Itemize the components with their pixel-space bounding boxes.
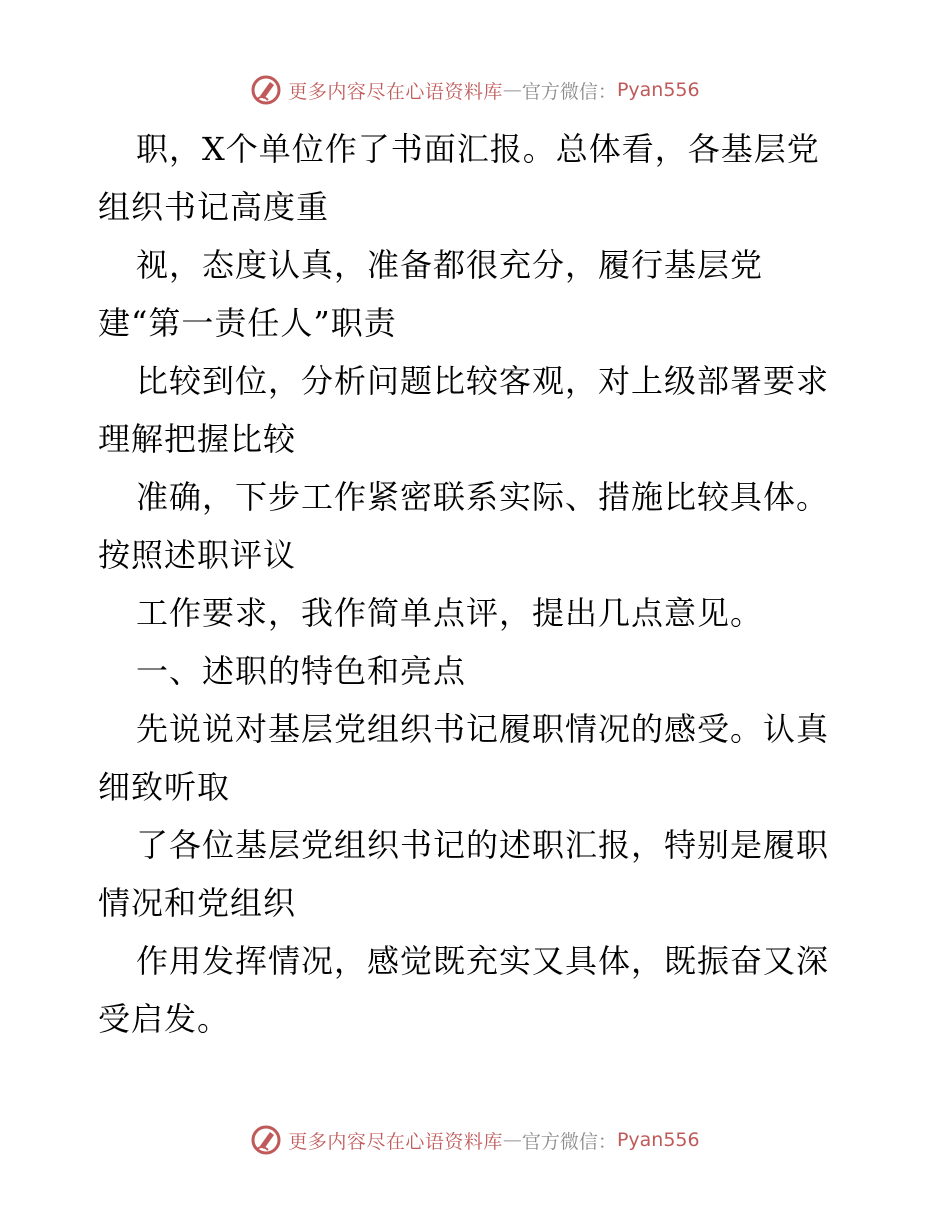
paragraph-line: 按照述职评议 [98,536,297,574]
paragraph-line: 细致听取 [98,768,231,806]
paragraph-line: 准确，下步工作紧密联系实际、措施比较具体。 [136,478,830,516]
banner-wechat-id: Pyan556 [616,79,700,101]
banner-wechat-label: 官方微信： [521,1130,617,1153]
banner-dash: — [502,1129,522,1151]
header-banner [0,70,950,110]
pen-logo-icon [250,74,282,106]
banner-site-name: 更多内容尽在心语资料库 [288,80,503,103]
banner-wechat-label: 官方微信： [521,80,617,103]
paragraph-line: 情况和党组织 [98,884,297,922]
banner-wechat-id: Pyan556 [616,1129,700,1151]
footer-banner [0,1120,950,1160]
paragraph-line: 先说说对基层党组织书记履职情况的感受。认真 [136,710,830,748]
paragraph-line: 职，X个单位作了书面汇报。总体看，各基层党 [136,130,820,168]
paragraph-line: 了各位基层党组织书记的述职汇报，特别是履职 [136,826,830,864]
banner-dash: — [502,79,522,101]
paragraph-line: 工作要求，我作简单点评，提出几点意见。 [136,594,764,632]
paragraph-line: 理解把握比较 [98,420,297,458]
paragraph-line: 组织书记高度重 [98,188,330,226]
section-heading: 一、述职的特色和亮点 [136,652,467,690]
paragraph-line: 比较到位，分析问题比较客观，对上级部署要求 [136,362,830,400]
paragraph-line: 作用发挥情况，感觉既充实又具体，既振奋又深 [136,942,830,980]
paragraph-line: 建“第一责任人”职责 [98,304,397,342]
document-body [98,120,858,1048]
pen-logo-icon [250,1124,282,1156]
paragraph-line: 视，态度认真，准备都很充分，履行基层党 [136,246,764,284]
paragraph-line: 受启发。 [98,1000,231,1038]
banner-site-name: 更多内容尽在心语资料库 [288,1130,503,1153]
